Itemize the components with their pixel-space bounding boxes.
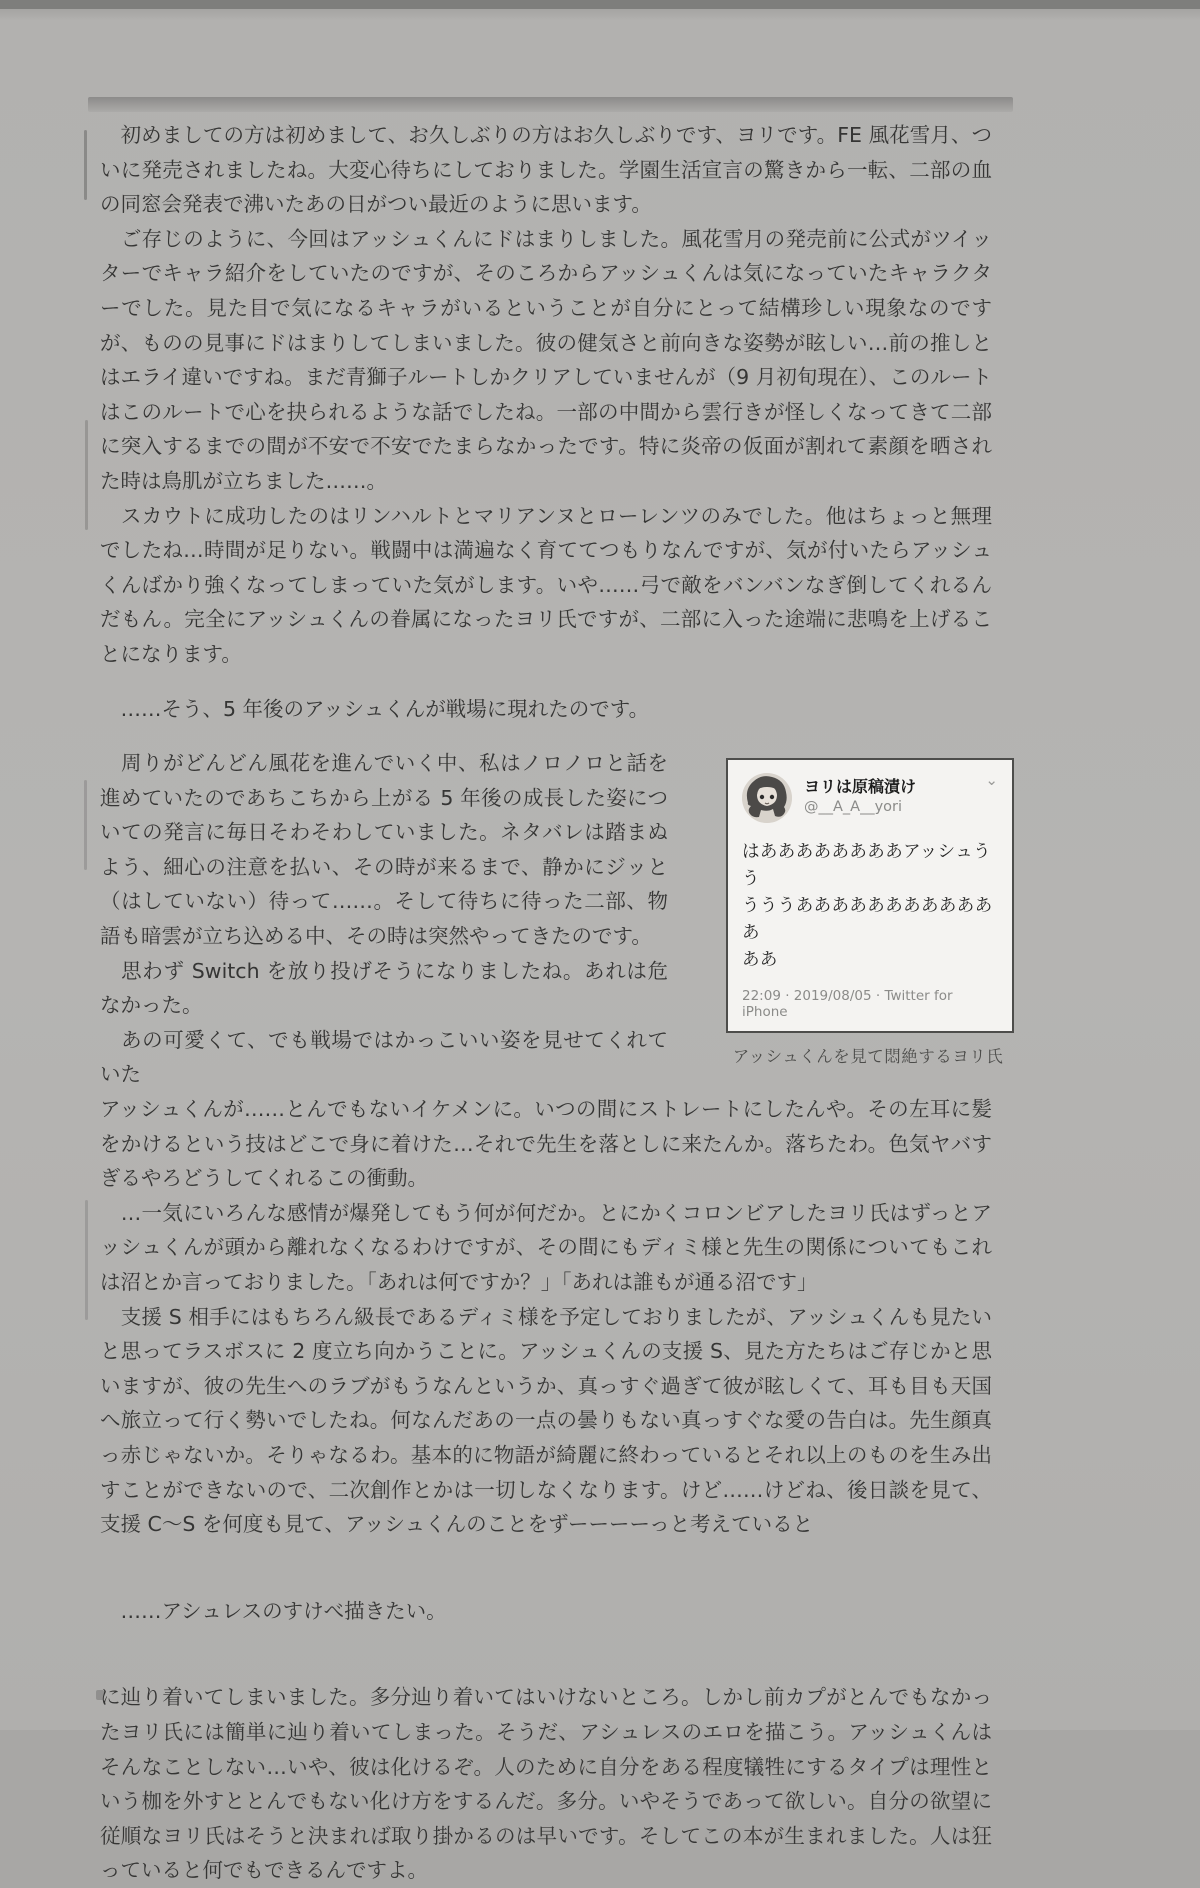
avatar-illustration	[742, 773, 792, 823]
paragraph-cute-ashe: あの可愛くて、でも戦場ではかっこいい姿を見せてくれていた	[100, 1027, 668, 1087]
paragraph-conclusion: に辿り着いてしまいました。多分辿り着いてはいけないところ。しかし前カプがとんでもなかったヨリ氏には簡単に辿り着いてしまった。そうだ、アシュレスのエロを描こう。アッシュくんはそんなことしない…いや、彼は化けるぞ。人のために自分をある程度犠牲にするタイプは理性という枷を外すととんでもない化け方をするんだ。多分。いやそうであって欲しい。自分の欲望に従順なヨリ氏はそうと決まれば取り掛かるのは早いです。そしてこの本が生まれました。人は狂っていると何でもできるんですよ。	[100, 1685, 992, 1883]
tweet-handle: @__A_A__yori	[804, 799, 903, 816]
paragraph-support-s: 支援 S 相手にはもちろん級長であるディミ様を予定しておりましたが、アッシュくんも見たいと思ってラスボスに 2 度立ち向かうことに。アッシュくんの支援 S、見た方たちはご存じかと思いますが、彼の先生へのラブがもうなんというか、真っすぐ過ぎて彼が眩しくて、耳も目も天国へ旅立って行く勢いでしたね。何なんだあの一点の曇りもない真っすぐな愛の告白は。先生顔真っ赤じゃないか。そりゃなるわ。基本的に物語が綺麗に終わっているとそれ以上のものを生み出すことができないので、二次創作とかは一切しなくなります。けど……けどね、後日談を見て、支援 C～S を何度も見て、アッシュくんのことをずーーーーっと考えていると	[100, 1304, 992, 1537]
avatar	[742, 773, 792, 823]
scan-edge-artifact	[84, 780, 87, 870]
interlude-line-ashules: ……アシュレスのすけべ描きたい。	[100, 1598, 447, 1623]
scan-crease	[88, 97, 1013, 112]
tweet-embed	[726, 758, 1014, 1033]
paragraph-emotions: …一気にいろんな感情が爆発してもう何が何だか。とにかくコロンビアしたヨリ氏はずっとアッシュくんが頭から離れなくなるわけですが、その間にもディミ様と先生の関係についてもこれは沼とか言っておりました。「あれは何ですか？」「あれは誰もが通る沼です」	[100, 1200, 992, 1294]
scan-top-shadow	[0, 0, 1200, 9]
scan-edge-artifact	[85, 1200, 88, 1320]
scan-edge-artifact	[84, 130, 87, 200]
paragraph-switch: 思わず Switch を放り投げそうになりましたね。あれは危なかった。	[100, 958, 668, 1018]
tweet-caption: アッシュくんを見て悶絶するヨリ氏	[732, 1047, 1004, 1067]
tweet-column	[668, 746, 1014, 1068]
paragraph-greeting: 初めましての方は初めまして、お久しぶりの方はお久しぶりです、ヨリです。FE 風花雪月、ついに発売されましたね。大変心待ちにしておりました。学園生活宣言の驚きから一転、二部の血の同窓会発表で沸いたあの日がつい最近のように思います。	[100, 123, 992, 217]
paragraph-ashe-hooked: ご存じのように、今回はアッシュくんにドはまりしました。風花雪月の発売前に公式がツイッターでキャラ紹介をしていたのですが、そのころからアッシュくんは気になっていたキャラクターでした。見た目で気になるキャラがいるということが自分にとって結構珍しい現象なのですが、ものの見事にドはまりしてしまいました。彼の健気さと前向きな姿勢が眩しい…前の推しとはエライ違いですね。まだ青獅子ルートしかクリアしていませんが（9 月初旬現在）、このルートはこのルートで心を抉られるような話でしたね。一部の中間から雲行きが怪しくなってきて二部に突入するまでの間が不安で不安でたまらなかったです。特に炎帝の仮面が割れて素顔を晒された時は鳥肌が立ちました……。	[100, 226, 992, 493]
scan-edge-artifact	[85, 420, 88, 530]
chevron-down-icon: ⌄	[985, 771, 998, 790]
interlude-line-five-years: ……そう、5 年後のアッシュくんが戦場に現れたのです。	[100, 696, 650, 721]
paragraph-ikemen: アッシュくんが……とんでもないイケメンに。いつの間にストレートにしたんや。その左耳に髪をかけるという技はどこで身に着けた…それで先生を落としに来たんか。落ちたわ。色気ヤバすぎるやろどうしてくれるこの衝動。	[100, 1097, 992, 1191]
text-and-tweet-section	[100, 746, 1004, 1092]
paragraph-recruits: スカウトに成功したのはリンハルトとマリアンヌとローレンツのみでした。他はちょっと無理でしたね…時間が足りない。戦闘中は満遍なく育ててつもりなんですが、気が付いたらアッシュくんばかり強くなってしまっていた気がします。いや……弓で敵をバンバンなぎ倒してくれるんだもん。完全にアッシュくんの眷属になったヨリ氏ですが、二部に入った途端に悲鳴を上げることになります。	[100, 503, 992, 666]
left-column-text	[100, 746, 668, 1092]
paragraph-waiting: 周りがどんどん風花を進んでいく中、私はノロノロと話を進めていたのであちこちから上がる 5 年後の成長した姿についての発言に毎日そわそわしていました。ネタバレは踏まぬよう、細心の注意を払い、その時が来るまで、静かにジッと（はしていない）待って……。そして待ちに待った二部、物語も暗雲が立ち込める中、その時は突然やってきたのです。	[100, 751, 668, 949]
tweet-display-name: ヨリは原稿漬け	[804, 777, 917, 797]
tweet-text-line: はああああああああアッシュうう	[742, 842, 992, 890]
tweet-header	[742, 773, 998, 823]
afterword-text	[100, 118, 1004, 1888]
tweet-text-line: うううああああああああああああ	[742, 896, 993, 944]
tweet-identity	[804, 773, 985, 817]
tweet-text-line: ああ	[742, 950, 778, 971]
tweet-text	[742, 839, 998, 974]
tweet-timestamp: 22:09 · 2019/08/05 · Twitter for iPhone	[742, 988, 953, 1021]
